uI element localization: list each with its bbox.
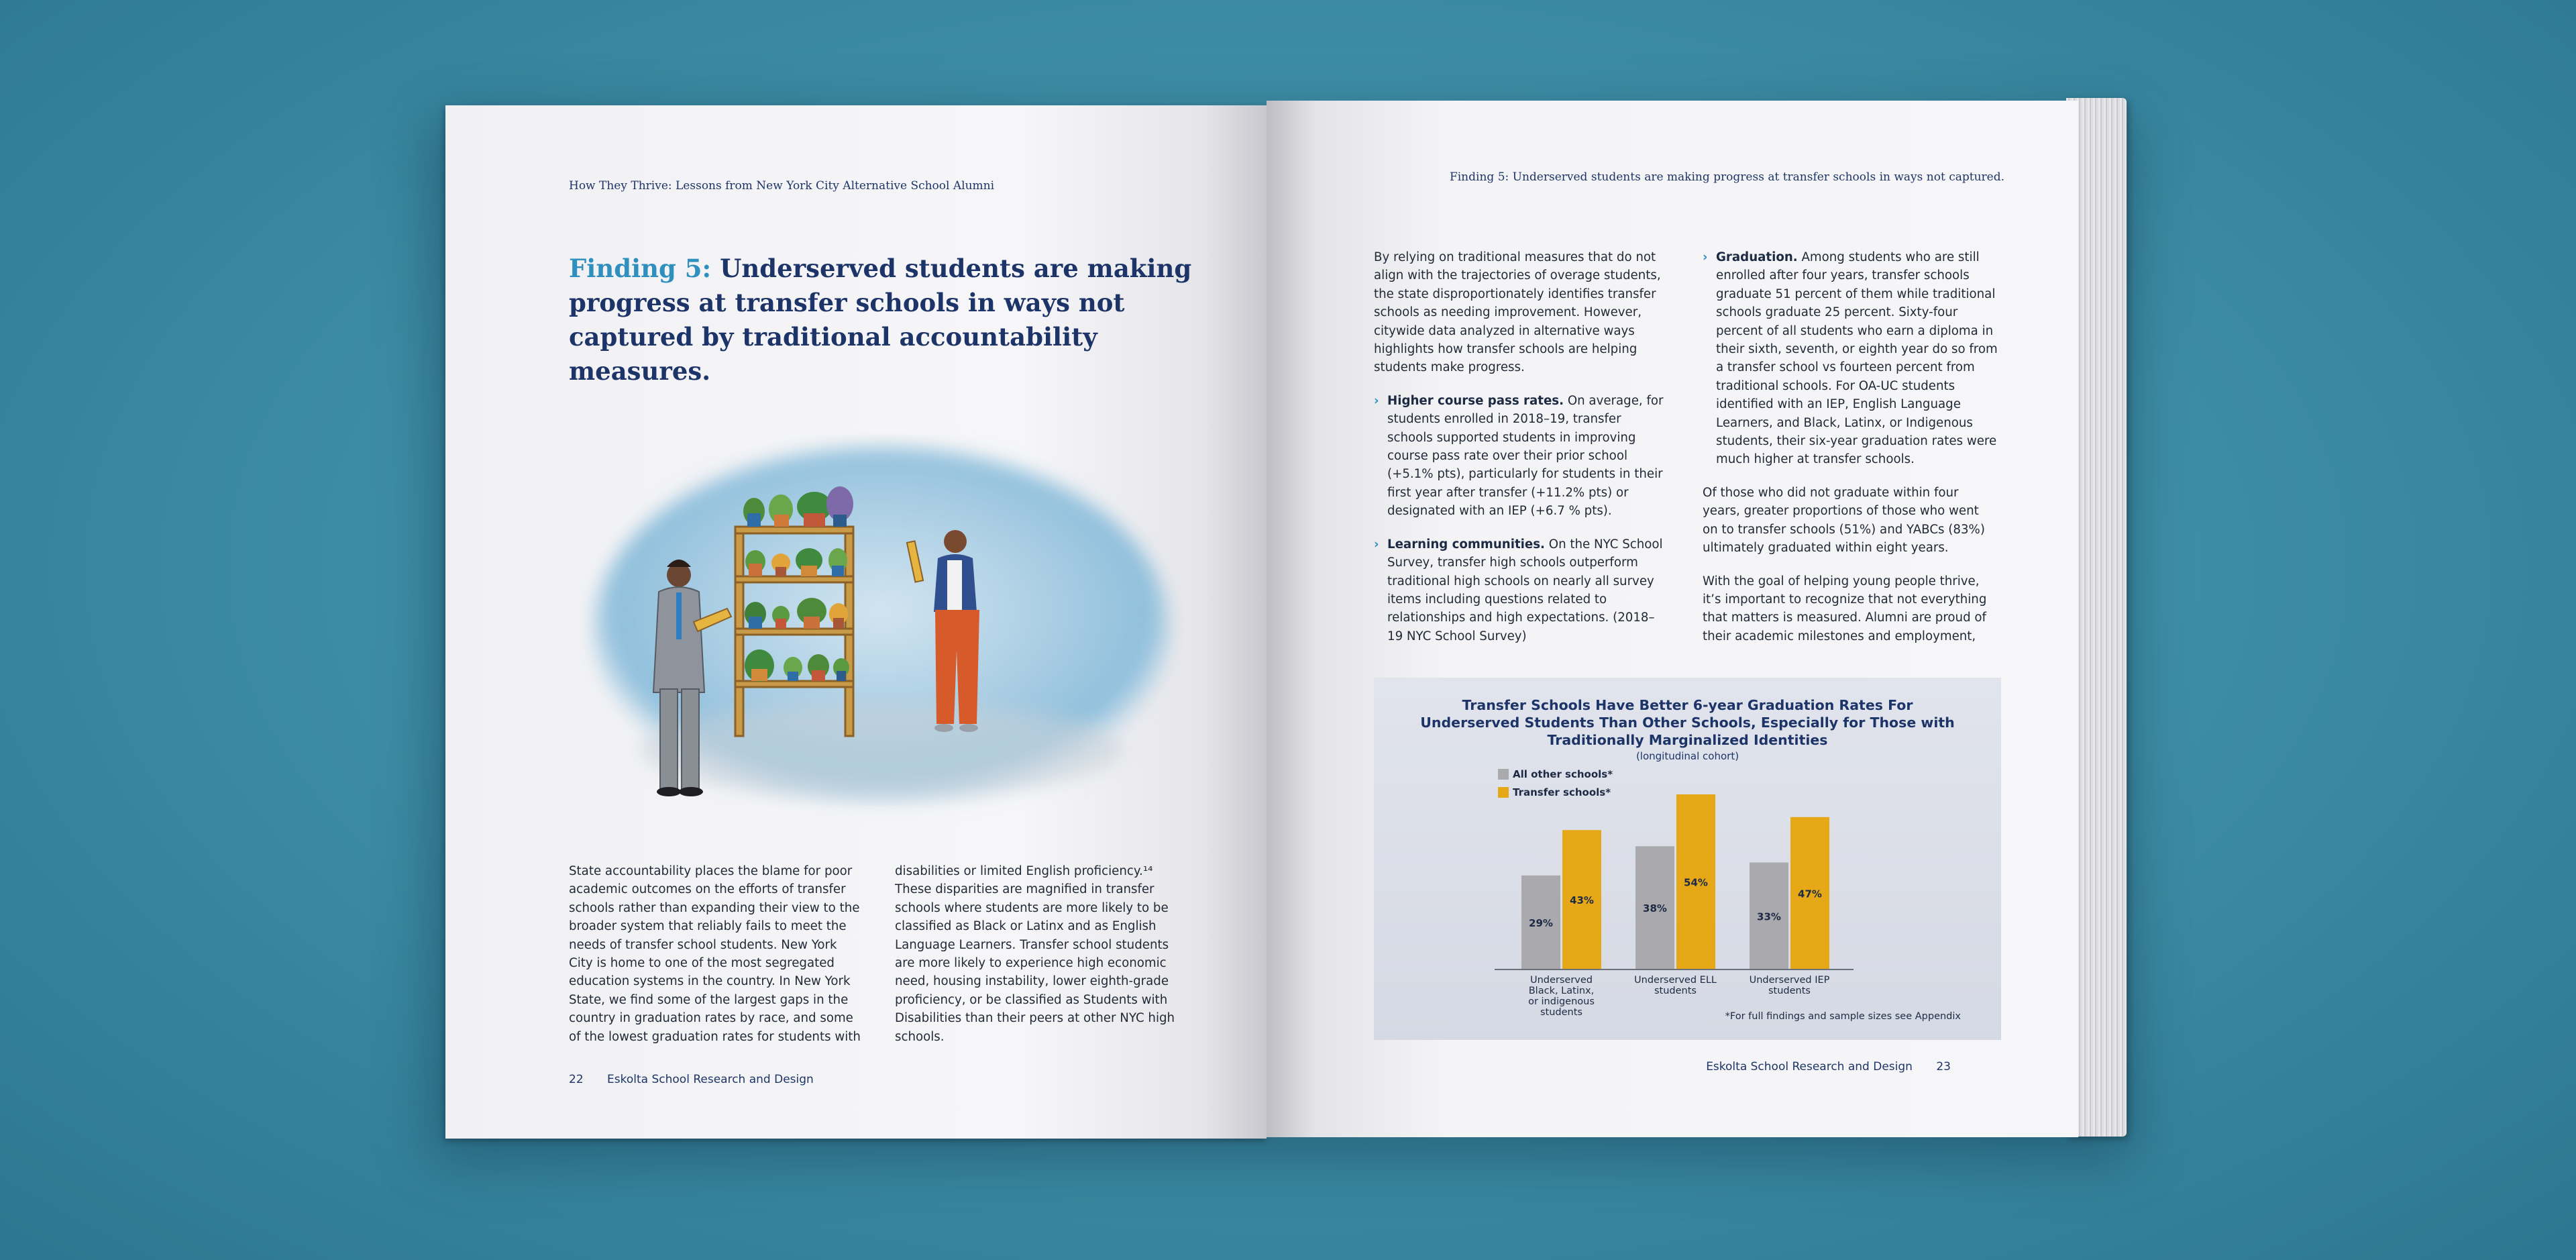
graduation-rate-chart: [1374, 678, 2001, 1040]
folio-left: [569, 1073, 814, 1086]
legend-label: All other schools*: [1513, 768, 1613, 780]
paragraph-thrive: With the goal of helping young people thrive, it’s important to recognize that not everything that matters is measured. Alumni are proud of their academic milestones and employment,: [1703, 574, 1987, 643]
chevron-right-icon: ›: [1703, 250, 1708, 264]
finding-label: Finding 5:: [569, 254, 712, 283]
publisher-right: Eskolta School Research and Design: [1706, 1060, 1913, 1073]
left-body-column-1: State accountability places the blame for poor academic outcomes on the efforts of transfer schools rather than expanding their view to the broader system that reliably fails to meet the needs of transfer school students. New York City is home to one of the most segregated education systems in the country. In New York State, we find some of the largest gaps in the country in graduation rates by race, and some of the lowest graduation rates for students with: [569, 864, 861, 1044]
category-label: students: [1768, 986, 1811, 996]
category-label: Underserved IEP: [1749, 975, 1830, 986]
bullet-learning-communities: [1374, 535, 1669, 645]
category-label: or indigenous: [1528, 996, 1595, 1007]
category-label: Black, Latinx,: [1528, 986, 1595, 996]
bullet-heading: Graduation.: [1716, 250, 1798, 264]
category-label: students: [1540, 1007, 1582, 1018]
bullet-graduation: [1703, 248, 1998, 469]
right-page: [1267, 101, 2078, 1137]
page-number-left: 22: [569, 1073, 584, 1086]
chevron-right-icon: ›: [1374, 393, 1379, 408]
finding-heading: [569, 252, 1199, 388]
category-label: Underserved: [1529, 975, 1593, 986]
running-head-right: Finding 5: Underserved students are making progress at transfer schools in ways not captured.: [1449, 170, 2004, 184]
bullet-course-pass-rates: [1374, 392, 1669, 521]
paragraph-eight-years: Of those who did not graduate within four years, greater proportions of those who went on to transfer schools (51%) and YABCs (83%) ultimately graduated within eight years.: [1703, 485, 1985, 556]
bullet-text: On average, for students enrolled in 2018–19, transfer schools supported students in improving course pass rate over their prior school (+5.1% pts), particularly for students in their first year after transfer (+11.2% pts) or designated with an IEP (+6.7 % pts).: [1387, 393, 1664, 519]
chart-subtitle: (longitudinal cohort): [1635, 750, 1739, 762]
illustration-plant-shelf: [580, 434, 1183, 837]
bullet-heading: Higher course pass rates.: [1387, 393, 1564, 408]
chevron-right-icon: ›: [1374, 537, 1379, 552]
bar-value-label: 47%: [1798, 888, 1822, 900]
bar-value-label: 54%: [1684, 876, 1708, 889]
finding-title-text: Underserved students are making progress at transfer schools in ways not captured by traditional accountability measures.: [569, 254, 1192, 386]
intro-paragraph: By relying on traditional measures that do not align with the trajectories of overage students, the state disproportionately identifies transfer schools as needing improvement. However, citywide data analyzed in alternative ways highlights how transfer schools are helping students make progress.: [1374, 250, 1661, 375]
page-number-right: 23: [1936, 1060, 1951, 1073]
chart-plot: [1374, 678, 2001, 1040]
bullet-text: Among students who are still enrolled after four years, transfer schools graduate 51 percent of them while traditional schools graduate 25 percent. Sixty-four percent of all students who earn a diploma in their sixth, seventh, or eighth year do so from a transfer school vs fourteen percent from traditional schools. For OA-UC students identified with an IEP, English Language Learners, and Black, Latinx, or Indigenous students, their six-year graduation rates were much higher at transfer schools.: [1716, 250, 1998, 467]
category-label: students: [1654, 986, 1697, 996]
right-body-column-1: [1374, 248, 1669, 660]
chart-title: Transfer Schools Have Better 6-year Graduation Rates For Underserved Students Than Other Schools, Especially for Those with Traditionally Marginalized Identities: [1420, 697, 1955, 748]
category-label: Underserved ELL: [1634, 975, 1717, 986]
bullet-text: On the NYC School Survey, transfer high schools outperform traditional high schools on nearly all survey items including questions related to relationships and high expectations. (2018–19 NYC School Survey): [1387, 537, 1663, 643]
folio-right: [1706, 1060, 1951, 1073]
legend-label: Transfer schools*: [1513, 786, 1611, 798]
bullet-heading: Learning communities.: [1387, 537, 1545, 552]
publisher-left: Eskolta School Research and Design: [607, 1073, 814, 1086]
running-head-left: How They Thrive: Lessons from New York City Alternative School Alumni: [569, 179, 995, 193]
chart-footnote: *For full findings and sample sizes see Appendix: [1725, 1011, 1961, 1022]
bar-value-label: 29%: [1529, 916, 1553, 929]
left-page: [445, 105, 1267, 1139]
right-body-column-2: [1703, 248, 1998, 660]
bar-value-label: 33%: [1757, 910, 1781, 923]
bar-value-label: 43%: [1570, 894, 1594, 907]
left-body-column-2: disabilities or limited English proficiency.¹⁴ These disparities are magnified in transfer schools where students are more likely to be classified as Black or Latinx and as English Language Learners. Transfer school students are more likely to experience high economic need, housing instability, lower eighth-grade proficiency, or be classified as Students with Disabilities than their peers at other NYC high schools.: [895, 864, 1175, 1044]
bar-value-label: 38%: [1643, 902, 1667, 915]
